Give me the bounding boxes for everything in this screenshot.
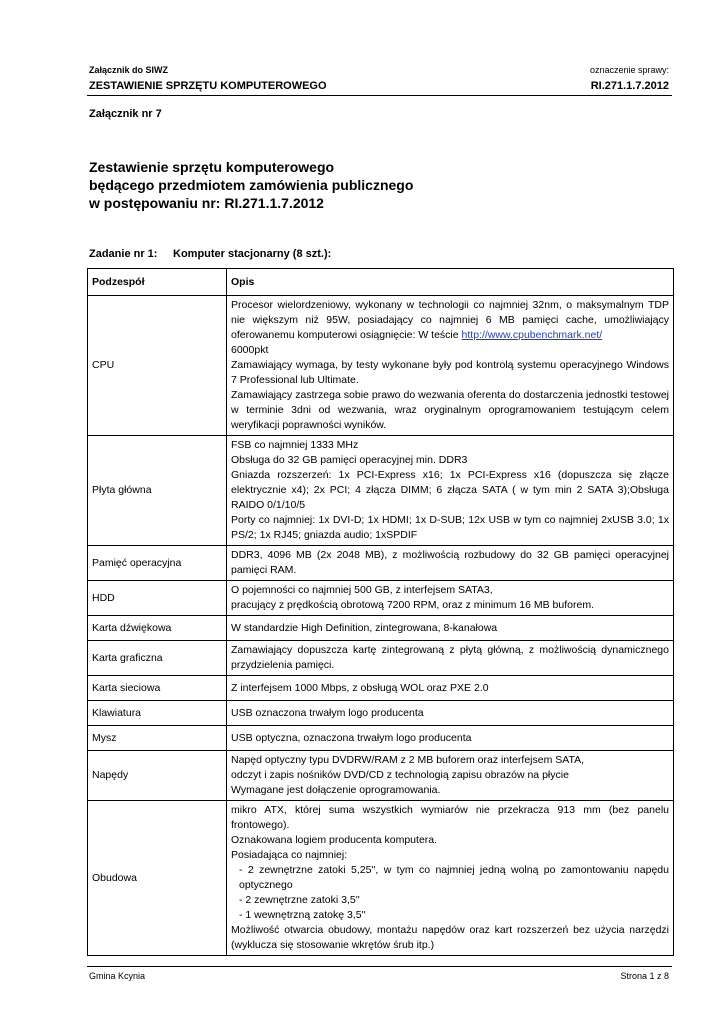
desc-line: 6000pkt bbox=[231, 344, 269, 356]
desc-line: Posiadająca co najmniej: bbox=[231, 849, 348, 861]
table-row-graphics-card bbox=[88, 641, 674, 676]
row-description bbox=[227, 726, 674, 751]
desc-text: Procesor wielordzeniowy, wykonany w technologii co najmniej 32nm, o maksymalnym TDP nie większym niż 95W, posiadający co najmniej 6 MB pamięci cache, umożliwiający oferowanemu komputerowi osiągnięcie: W teście http://www.cpubenchmark.net/ bbox=[231, 299, 669, 341]
desc-line: W standardzie High Definition, zintegrowana, 8-kanałowa bbox=[231, 621, 498, 634]
column-header-description: Opis bbox=[227, 269, 674, 296]
row-description bbox=[227, 546, 674, 581]
row-description bbox=[227, 701, 674, 726]
attachment-label: Załącznik do SIWZ bbox=[89, 65, 169, 75]
document-name: ZESTAWIENIE SPRZĘTU KOMPUTEROWEGO bbox=[89, 80, 327, 92]
desc-line: Z interfejsem 1000 Mbps, z obsługą WOL oraz PXE 2.0 bbox=[231, 681, 489, 694]
row-component: Napędy bbox=[88, 751, 227, 801]
title-line-3: w postępowaniu nr: RI.271.1.7.2012 bbox=[89, 195, 324, 211]
task-label: Zadanie nr 1: bbox=[89, 248, 158, 260]
desc-line: FSB co najmniej 1333 MHz bbox=[231, 439, 359, 451]
row-description bbox=[227, 676, 674, 701]
footer-municipality: Gmina Kcynia bbox=[89, 971, 146, 981]
table-row-mouse bbox=[88, 726, 674, 751]
desc-line: Napęd optyczny typu DVDRW/RAM z 2 MB buforem oraz interfejsem SATA, bbox=[231, 754, 585, 766]
desc-line: USB optyczna, oznaczona trwałym logo producenta bbox=[231, 731, 472, 744]
desc-line: Zamawiający zastrzega sobie prawo do wezwania oferenta do dostarczenia jednostki testowej w terminie 3dni od wezwania, wraz oryginalnym oprogramowaniem testującym celem weryfikacji poprawności wyników. bbox=[231, 389, 669, 431]
task-heading bbox=[89, 248, 331, 260]
case-number: RI.271.1.7.2012 bbox=[590, 80, 669, 92]
desc-line: odczyt i zapis nośników DVD/CD z technologią zapisu obrazów na płycie bbox=[231, 769, 569, 781]
row-component: Karta dźwiękowa bbox=[88, 616, 227, 641]
row-component: Karta graficzna bbox=[88, 641, 227, 676]
desc-line: pracujący z prędkością obrotową 7200 RPM, oraz z minimum 16 MB buforem. bbox=[231, 599, 594, 611]
row-component: Mysz bbox=[88, 726, 227, 751]
row-description bbox=[227, 801, 674, 956]
desc-line: mikro ATX, której suma wszystkich wymiarów nie przekracza 913 mm (bez panelu frontowego). bbox=[231, 804, 669, 831]
table-row-motherboard bbox=[88, 436, 674, 546]
row-description bbox=[227, 296, 674, 436]
table-row-sound-card bbox=[88, 616, 674, 641]
row-component: Karta sieciowa bbox=[88, 676, 227, 701]
title-line-2: będącego przedmiotem zamówienia publicznego bbox=[89, 177, 414, 193]
task-name: Komputer stacjonarny (8 szt.): bbox=[173, 248, 332, 260]
row-component: Klawiatura bbox=[88, 701, 227, 726]
row-description bbox=[227, 616, 674, 641]
table-row-case bbox=[88, 801, 674, 956]
table-row-keyboard bbox=[88, 701, 674, 726]
desc-line: - 2 zewnętrzne zatoki 5,25'', w tym co najmniej jedną wolną po zamontowaniu napędu optycznego bbox=[239, 864, 669, 891]
page-title bbox=[89, 158, 413, 212]
table-row-hdd bbox=[88, 581, 674, 616]
row-component: CPU bbox=[88, 296, 227, 436]
desc-line: Oznakowana logiem producenta komputera. bbox=[231, 834, 438, 846]
case-label: oznaczenie sprawy: bbox=[589, 65, 669, 75]
row-component: Obudowa bbox=[88, 801, 227, 956]
table-row-cpu bbox=[88, 296, 674, 436]
desc-line: Gniazda rozszerzeń: 1x PCI-Express x16; 1x PCI-Express x16 (dopuszcza się złącze elektrycznie x4); 2x PCI; 4 złącza DIMM; 6 złącza SATA ( w tym min 2 SATA 3);Obsługa RAIDO 0/1/10/5 bbox=[231, 469, 669, 511]
desc-line: Wymagane jest dołączenie oprogramowania. bbox=[231, 784, 441, 796]
row-description bbox=[227, 581, 674, 616]
desc-line: Zamawiający dopuszcza kartę zintegrowaną z płytą główną, z możliwością dynamicznego przydzielenia pamięci. bbox=[231, 644, 669, 671]
desc-line: - 1 wewnętrzną zatokę 3,5'' bbox=[239, 909, 366, 921]
spec-table bbox=[87, 268, 674, 956]
row-component: Płyta główna bbox=[88, 436, 227, 546]
benchmark-link[interactable]: http://www.cpubenchmark.net/ bbox=[461, 329, 603, 341]
desc-line: USB oznaczona trwałym logo producenta bbox=[231, 706, 424, 719]
row-component: Pamięć operacyjna bbox=[88, 546, 227, 581]
desc-line: O pojemności co najmniej 500 GB, z interfejsem SATA3, bbox=[231, 584, 493, 596]
desc-line: Możliwość otwarcia obudowy, montażu napędów oraz kart rozszerzeń bez użycia narzędzi (wyklucza się stosowanie wkrętów śrub itp.) bbox=[231, 924, 669, 951]
desc-line: - 2 zewnętrzne zatoki 3,5'' bbox=[239, 894, 360, 906]
row-component: HDD bbox=[88, 581, 227, 616]
header-divider bbox=[87, 95, 672, 96]
table-row-memory bbox=[88, 546, 674, 581]
desc-line: Zamawiający wymaga, by testy wykonane były pod kontrolą systemu operacyjnego Windows 7 Professional lub Ultimate. bbox=[231, 359, 669, 386]
desc-line: Porty co najmniej: 1x DVI-D; 1x HDMI; 1x D-SUB; 12x USB w tym co najmniej 2xUSB 3.0; 1x PS/2; 1x RJ45; gniazda audio; 1xSPDIF bbox=[231, 514, 669, 541]
table-row-network-card bbox=[88, 676, 674, 701]
annex-number: Załącznik nr 7 bbox=[89, 108, 162, 120]
footer-divider bbox=[87, 966, 672, 967]
title-line-1: Zestawienie sprzętu komputerowego bbox=[89, 159, 335, 175]
table-row-drives bbox=[88, 751, 674, 801]
column-header-component: Podzespół bbox=[88, 269, 227, 296]
footer-page-number: Strona 1 z 8 bbox=[620, 971, 669, 981]
desc-line: DDR3, 4096 MB (2x 2048 MB), z możliwością rozbudowy do 32 GB pamięci operacyjnej pamięci RAM. bbox=[231, 549, 669, 576]
row-description bbox=[227, 641, 674, 676]
table-header-row bbox=[88, 269, 674, 296]
desc-line: Obsługa do 32 GB pamięci operacyjnej min. DDR3 bbox=[231, 454, 468, 466]
row-description bbox=[227, 436, 674, 546]
row-description bbox=[227, 751, 674, 801]
